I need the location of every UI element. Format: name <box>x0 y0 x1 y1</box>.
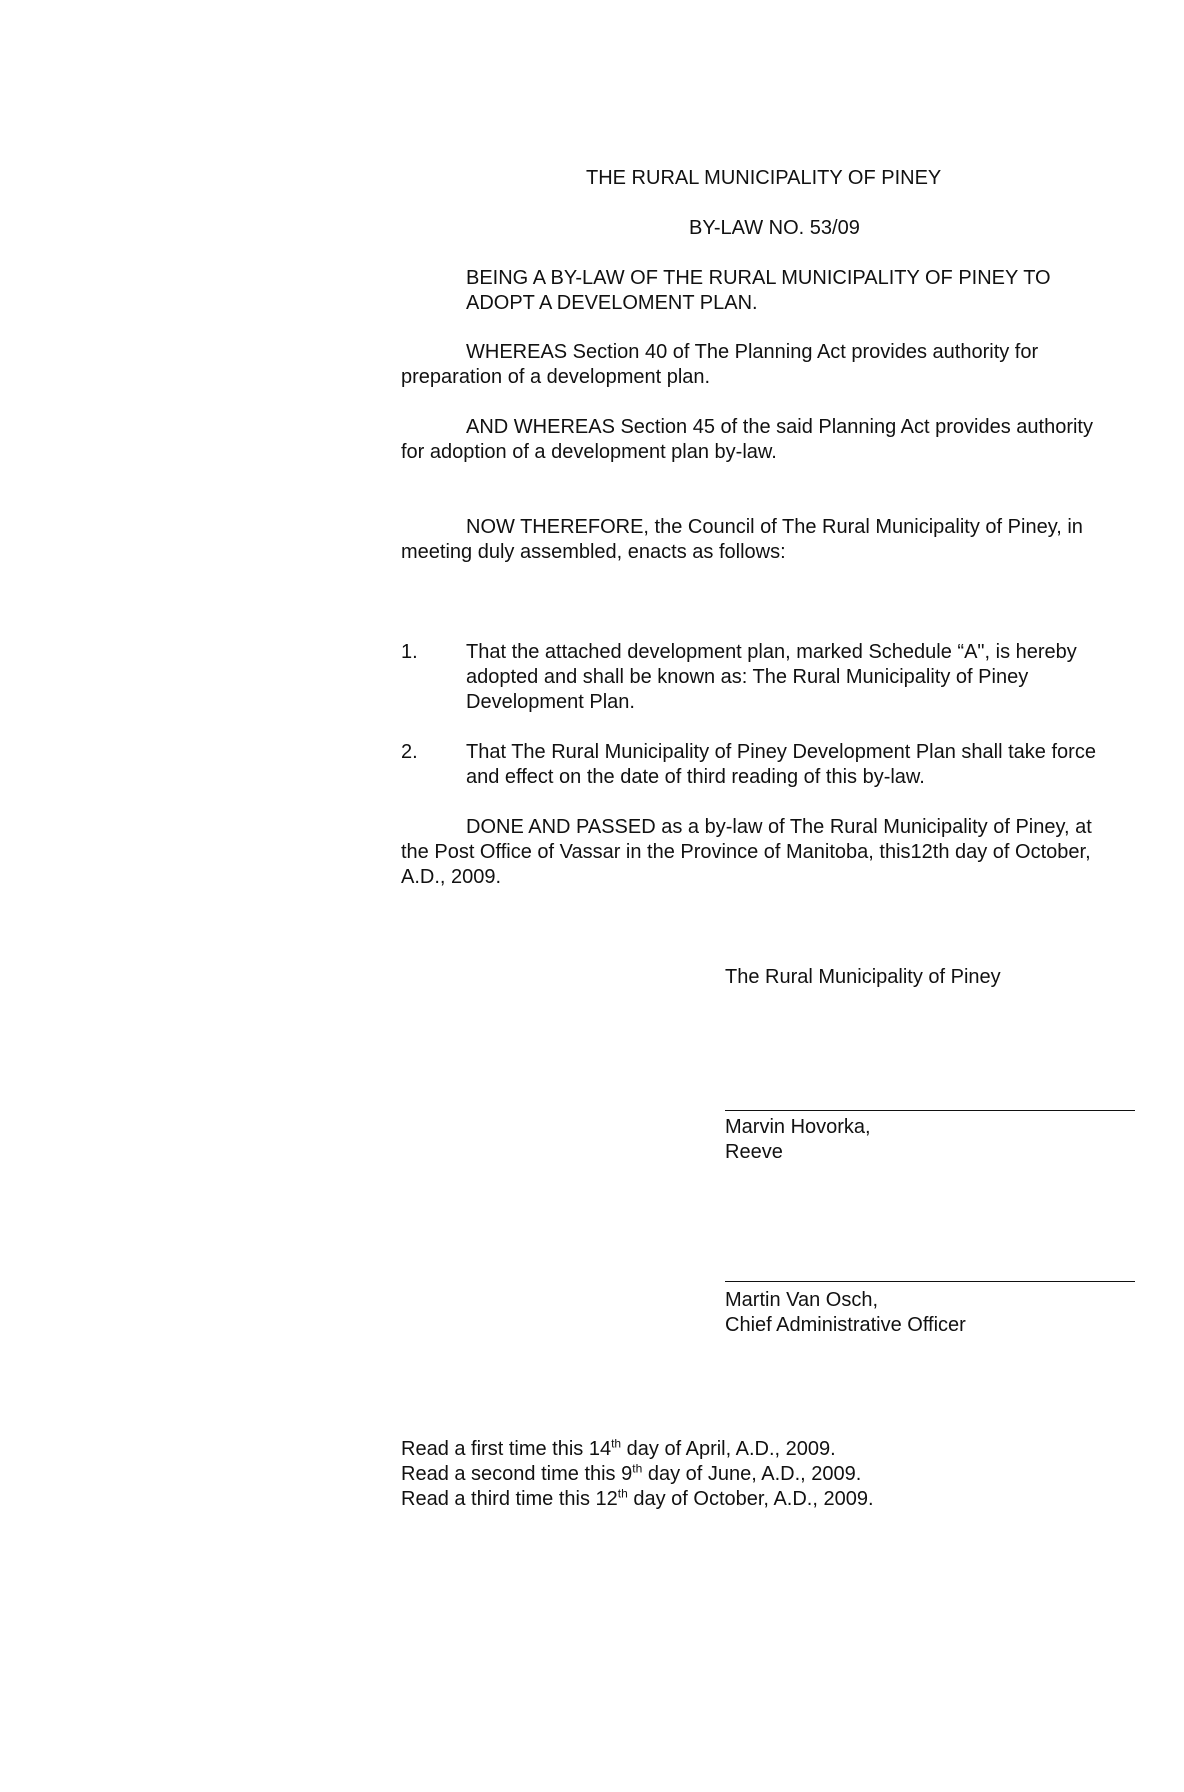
ordinal-suffix: th <box>632 1461 643 1476</box>
whereas-line: WHEREAS Section 40 of The Planning Act provides authority for <box>466 341 1039 363</box>
ordinal-suffix: th <box>617 1486 628 1501</box>
signatory-name: Marvin Hovorka, <box>725 1116 871 1138</box>
reading-text: Read a second time this 9 <box>401 1463 633 1485</box>
done-line: A.D., 2009. <box>401 866 502 888</box>
municipality-title: THE RURAL MUNICIPALITY OF PINEY <box>586 167 942 189</box>
signatory-title: Reeve <box>725 1141 783 1163</box>
now-therefore-line: meeting duly assembled, enacts as follows: <box>401 541 786 563</box>
reading-text: day of April, A.D., 2009. <box>621 1438 836 1460</box>
done-line: the Post Office of Vassar in the Province of Manitoba, this12th day of October, <box>401 841 1091 863</box>
reading-line-second <box>401 1462 861 1487</box>
signatory-title: Chief Administrative Officer <box>725 1314 966 1336</box>
whereas-line: preparation of a development plan. <box>401 366 711 388</box>
whereas-line: AND WHEREAS Section 45 of the said Planning Act provides authority <box>466 416 1093 438</box>
reading-text: day of June, A.D., 2009. <box>642 1463 862 1485</box>
reading-text: Read a third time this 12 <box>401 1488 618 1510</box>
whereas-line: for adoption of a development plan by-law. <box>401 441 777 463</box>
clause-number: 2. <box>401 741 418 763</box>
reading-text: day of October, A.D., 2009. <box>627 1488 874 1510</box>
now-therefore-line: NOW THEREFORE, the Council of The Rural Municipality of Piney, in <box>466 516 1083 538</box>
clause-line: Development Plan. <box>466 691 635 713</box>
reading-text: Read a first time this 14 <box>401 1438 612 1460</box>
signatory-name: Martin Van Osch, <box>725 1289 879 1311</box>
reading-line-third <box>401 1487 874 1512</box>
bylaw-number: BY-LAW NO. 53/09 <box>689 217 860 239</box>
clause-number: 1. <box>401 641 418 663</box>
done-line: DONE AND PASSED as a by-law of The Rural Municipality of Piney, at <box>466 816 1092 838</box>
clause-line: and effect on the date of third reading of this by-law. <box>466 766 925 788</box>
clause-line: That the attached development plan, marked Schedule “A", is hereby <box>466 641 1077 663</box>
ordinal-suffix: th <box>611 1436 622 1451</box>
signature-line <box>725 1110 1135 1111</box>
purpose-line: BEING A BY-LAW OF THE RURAL MUNICIPALITY OF PINEY TO <box>466 267 1051 289</box>
clause-line: adopted and shall be known as: The Rural Municipality of Piney <box>466 666 1029 688</box>
signature-line <box>725 1281 1135 1282</box>
reading-line-first <box>401 1437 836 1462</box>
purpose-line: ADOPT A DEVELOMENT PLAN. <box>466 292 758 314</box>
signature-heading: The Rural Municipality of Piney <box>725 966 1001 988</box>
clause-line: That The Rural Municipality of Piney Development Plan shall take force <box>466 741 1096 763</box>
